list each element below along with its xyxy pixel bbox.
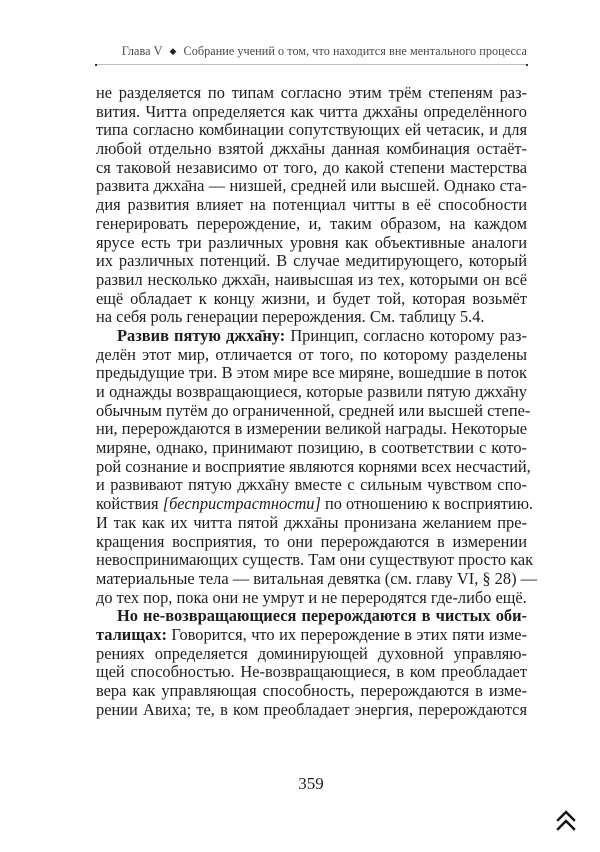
text-line: на себя роль генерации перерождения. См. таблицу 5.4. [96, 307, 485, 327]
text-line: миряне, однако, принимают позицию, в соответствии с кото- [96, 438, 527, 458]
text-line: ся таковой независимо от того, до какой степени мастерства [96, 157, 527, 177]
text-line-subheading: Развив пятую джха̄ну: Принцип, согласно которому раз- [117, 325, 527, 345]
body-text [96, 83, 538, 719]
text-line: до тех пор, пока они не умрут и не переродятся где-либо ещё. [96, 587, 527, 607]
text-line: не разделяется по типам согласно этим трём степеням раз- [96, 83, 527, 102]
text-line: рой сознание и восприятие являются корнями всех несчастий, [96, 456, 531, 476]
text-line: делён этот мир, отличается от того, по которому разделены [96, 344, 527, 364]
text-line: предыдущие три. В этом мире все миряне, вошедшие в поток [96, 363, 527, 383]
subheading-non-returners-cont: талищах: [96, 624, 167, 644]
chapter-title: Собрание учений о том, что находится вне ментального процесса [183, 44, 527, 58]
text-line: кращения восприятия, то они перерождаются в измерении [96, 531, 527, 551]
text-line-italic: койствия [беспристрастности] по отношению к восприятию. [96, 494, 534, 514]
page-number: 359 [298, 774, 324, 793]
text-line: вера как управляющая способность, перерождаются в изме- [96, 681, 527, 700]
text-line: рении Авиха; те, в ком преобладает энергия, перерождаются [96, 699, 527, 719]
text-line: ни, перерождаются в измерении великой награды. Некоторые [96, 419, 527, 439]
subheading-non-returners: Но не-возвращающиеся перерождаются в чистых оби- [117, 606, 527, 626]
text-line-subheading [96, 607, 527, 626]
text-line: И так как их читта пятой джха̄ны пронизана желанием пре- [96, 512, 527, 532]
header-rule [96, 64, 527, 65]
text-line: вития. Читта определяется как читта джха̄ны определённого [96, 101, 527, 121]
text-line-subheading: талищах: Говорится, что их перерождение в этих пяти изме- [96, 624, 527, 644]
text-line: материальные тела — витальная девятка (см. главу VI, § 28) — [96, 568, 538, 588]
text-line: развил несколько джха̄н, наивысшая из тех, которыми он всё [96, 269, 527, 289]
text-line: невоспринимающих существ. Там они существуют просто как [96, 550, 534, 570]
text-line: и однажды возвращающиеся, которые развили пятую джха̄ну [96, 382, 527, 401]
text-line: дия развития влияет на потенциал читты в её способности [96, 195, 527, 215]
text-line: генерировать перерождение, и, таким образом, на каждом [96, 213, 527, 233]
double-chevron-up-icon [554, 808, 578, 834]
text-line: и развивают пятую джха̄ну вместе с сильным чувством спо- [96, 475, 527, 495]
text-line: типа согласно комбинации сопутствующих ей четасик, и для [96, 120, 527, 140]
text-line: щей способностью. Не-возвращающиеся, в ком преобладает [96, 662, 527, 682]
italic-note: [беспристрастности] [162, 494, 321, 514]
scroll-to-top-button[interactable] [554, 808, 578, 834]
text-line: развита джха̄на — низшей, средней или высшей. Однако ста- [96, 176, 527, 196]
text-line: ярусе есть три различных уровня как объективные аналоги [96, 232, 527, 252]
subheading-fifth-jhana: Развив пятую джха̄ну: [117, 325, 286, 345]
text-line: их различных потенций. В случае медитирующего, который [96, 251, 527, 271]
running-head [96, 44, 527, 59]
diamond-icon: ◆ [169, 46, 177, 56]
chapter-label: Глава V [121, 44, 163, 58]
text-line: ещё обладает к концу жизни, и будет той, которая возьмёт [96, 288, 527, 308]
text-line: обычным путём до ограниченной, средней или высшей степе- [96, 400, 531, 420]
text-line: любой отдельно взятой джха̄ны данная комбинация остаёт- [96, 139, 527, 159]
text-line: рениях определяется доминирующей духовной управляю- [96, 643, 527, 663]
